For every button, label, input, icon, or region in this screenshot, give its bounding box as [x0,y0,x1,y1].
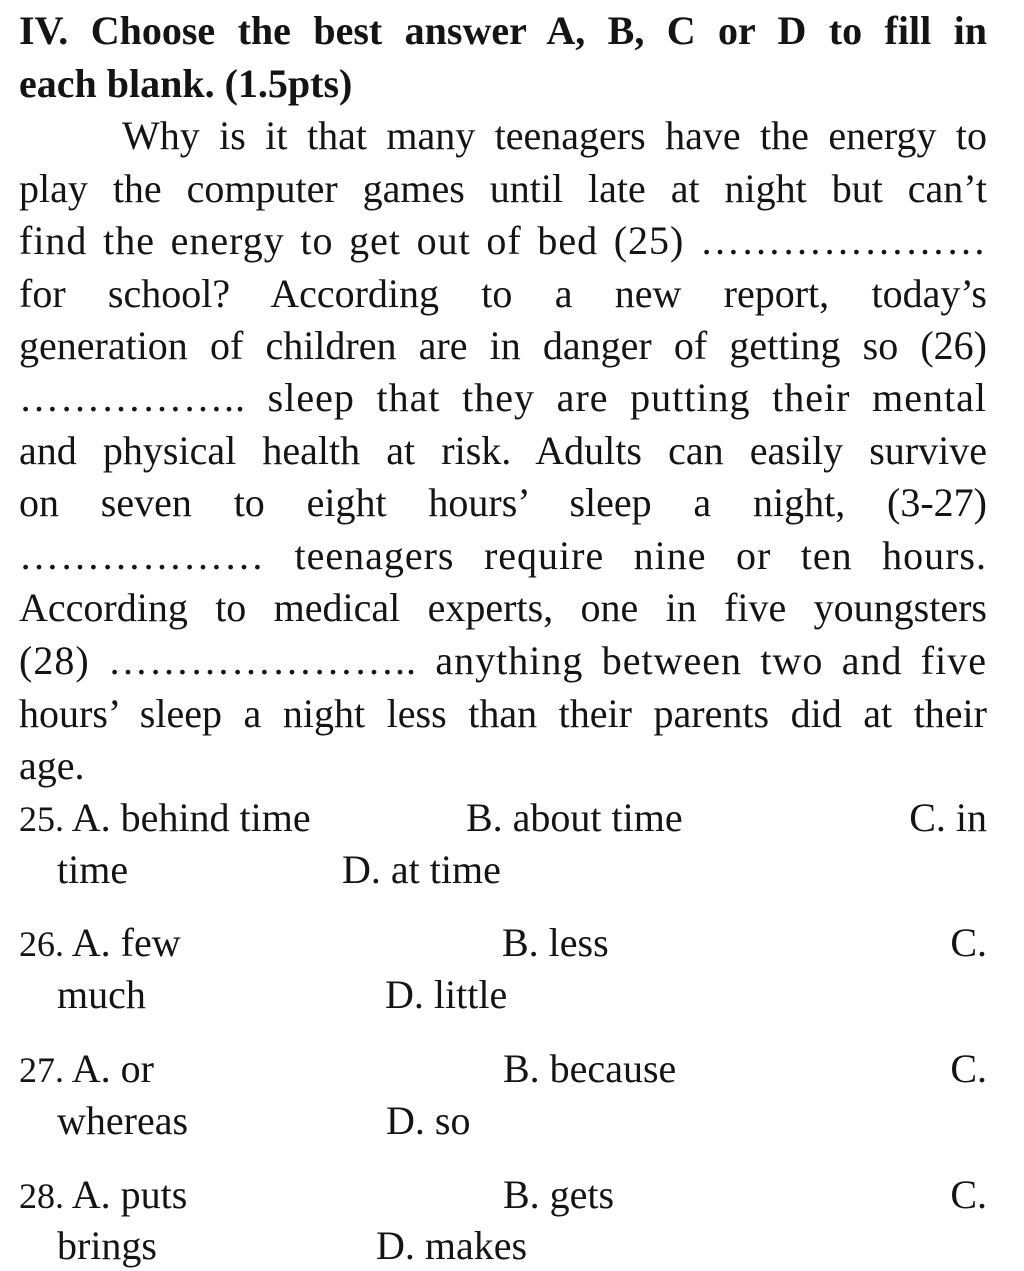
passage-line: Why is it that many teenagers have the energy to [122,113,987,158]
passage-line: According to medical experts, one in five youngsters [19,585,987,630]
option-c-continued: much [57,972,146,1017]
passage-line: and physical health at risk. Adults can easily survive [19,428,987,473]
option-c: C. in [909,795,987,840]
passage-line-blank-25: find the energy to get out of bed (25) ………………… [19,218,987,263]
option-c: C. [950,920,987,965]
option-c-continued: time [57,847,129,892]
option-c: C. [950,1046,987,1091]
passage-line-blank-27: ……………… teenagers require nine or ten hours. [19,533,987,578]
option-a: A. few [71,920,181,965]
option-a: A. or [71,1046,155,1091]
option-c-continued: brings [57,1223,157,1268]
option-a: A. behind time [71,795,311,840]
question-number: 27. [19,1050,64,1090]
option-d: D. makes [376,1223,528,1268]
passage-line: age. [19,743,85,788]
option-d: D. little [385,972,508,1017]
option-a: A. puts [71,1172,188,1217]
passage-line: for school? According to a new report, today’s [19,271,987,316]
option-b: B. less [502,920,609,965]
option-b: B. about time [466,795,683,840]
section-heading-line-2: each blank. (1.5pts) [19,61,353,106]
passage-line-blank-26: …………….. sleep that they are putting their mental [19,375,987,420]
section-heading-line-1: IV. Choose the best answer A, B, C or D to fill in [19,8,987,53]
passage-line: hours’ sleep a night less than their parents did at their [19,691,987,736]
question-number: 28. [19,1176,64,1216]
option-c: C. [950,1172,987,1217]
question-number: 26. [19,924,64,964]
option-b: B. gets [503,1172,615,1217]
option-d: D. so [386,1098,471,1143]
question-number: 25. [19,799,64,839]
passage-line: generation of children are in danger of getting so (26) [19,323,987,368]
option-c-continued: whereas [57,1098,189,1143]
option-d: D. at time [342,847,501,892]
passage-line: on seven to eight hours’ sleep a night, (3-27) [19,480,987,525]
passage-line-blank-28: (28) ………………….. anything between two and five [19,638,987,683]
passage-line: play the computer games until late at night but can’t [19,166,987,211]
option-b: B. because [503,1046,677,1091]
